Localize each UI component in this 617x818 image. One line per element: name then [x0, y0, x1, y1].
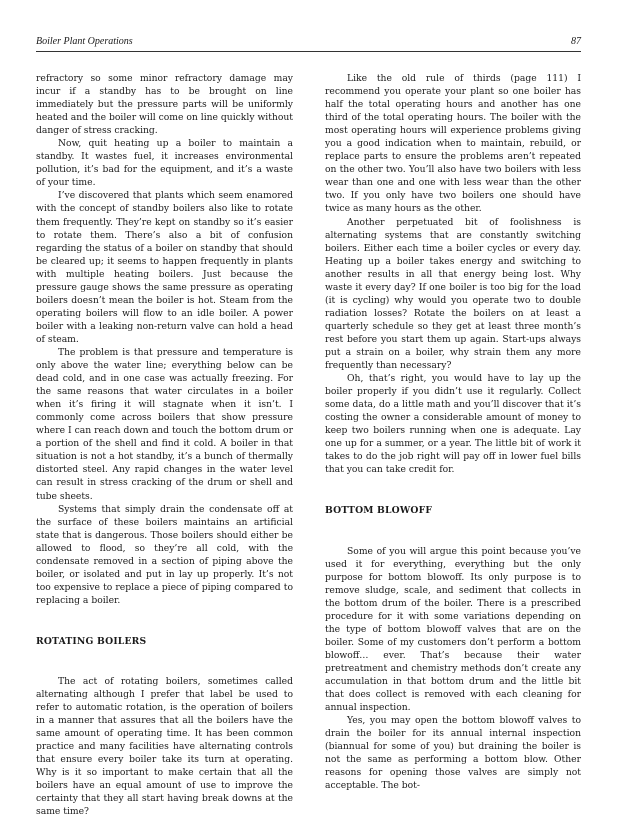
- paragraph: refractory so some minor refractory damage may incur if a standby has to be brought on line immediately but the pressure parts will be uniformly heated and the boiler will come on line quickly without danger of stress cracking.: [36, 73, 293, 137]
- paragraph: Another perpetuated bit of foolishness is alternating systems that are constantly switching boilers. Either each time a boiler cycles or every day. Heating up a boiler takes energy and switching to another results in all that energy being lost. Why waste it every day? If one boiler is too big for the load (it is cycling) why would you operate two to double radiation losses? Rotate the boilers on at least a quarterly schedule so they get at least three month’s rest before you start them up again. Start-ups always put a strain on a boiler, why strain them any more frequently than necessary?: [325, 216, 581, 372]
- section-heading-bottom-blowoff: BOTTOM BLOWOFF: [325, 505, 433, 517]
- running-header-title: Boiler Plant Operations: [36, 36, 133, 47]
- left-column: [36, 72, 293, 818]
- right-column: [325, 72, 581, 792]
- section-heading-rotating-boilers: ROTATING BOILERS: [36, 635, 147, 647]
- paragraph: The act of rotating boilers, sometimes called alternating although I prefer that label be used to refer to automatic rotation, is the operation of boilers in a manner that assures that all the boilers have the same amount of operating time. It has been common practice and many facilities have alternating controls that ensure every boiler take its turn at operating. Why is it so important to make certain that all the boilers have an equal amount of use to improve the certainty that they all start having break downs at the same time?: [36, 675, 293, 818]
- paragraph: Yes, you may open the bottom blowoff valves to drain the boiler for its annual internal inspection (biannual for some of you) but draining the boiler is not the same as performing a bottom blow. Other reasons for opening those valves are simply not acceptable. The bot-: [325, 715, 581, 792]
- paragraph: Now, quit heating up a boiler to maintain a standby. It wastes fuel, it increases environmental pollution, it’s bad for the equipment, and it’s a waste of your time.: [36, 138, 293, 189]
- page-number: 87: [571, 36, 581, 47]
- paragraph: Systems that simply drain the condensate off at the surface of these boilers maintains an artificial state that is dangerous. Those boilers should either be allowed to flood, so they’re all cold, with the condensate removed in a section of piping above the boiler, or isolated and put in lay up properly. It’s not too expensive to replace a piece of piping compared to replacing a boiler.: [36, 503, 293, 606]
- paragraph: Like the old rule of thirds (page 111) I recommend you operate your plant so one boiler has half the total operating hours and another has one third of the total operating hours. The boiler with the most operating hours will experience problems giving you a good indication when to maintain, rebuild, or replace parts to ensure the problems aren’t repeated on the other two. You’ll also have two boilers with less wear than one and one with less wear than the other two. If you only have two boilers one should have twice as many hours as the other.: [325, 73, 581, 215]
- paragraph: I’ve discovered that plants which seem enamored with the concept of standby boilers also like to rotate them frequently. They’re kept on standby so it’s easier to rotate them. There’s also a bit of confusion regarding the status of a boiler on standby that should be cleared up; it seems to happen frequently in plants with multiple heating boilers. Just because the pressure gauge shows the same pressure as operating boilers doesn’t mean the boiler is hot. Steam from the operating boilers will flow to an idle boiler. A power boiler with a leaking non-return valve can hold a head of steam.: [36, 190, 293, 345]
- paragraph: Oh, that’s right, you would have to lay up the boiler properly if you didn’t use it regularly. Collect some data, do a little math and you’ll discover that it’s costing the owner a considerable amount of money to keep two boilers running when one is adequate. Lay one up for a summer, or a year. The little bit of work it takes to do the job right will pay off in lower fuel bills that you can take credit for.: [325, 373, 581, 476]
- running-header: [36, 36, 581, 52]
- paragraph: Some of you will argue this point because you’ve used it for everything, everything but the only purpose for bottom blowoff. Its only purpose is to remove sludge, scale, and sediment that collects in the bottom drum of the boiler. There is a prescribed procedure for it with some variations depending on the type of bottom blowoff valves that are on the boiler. Some of my customers don’t perform a bottom blowoff… ever. That’s because their water pretreatment and chemistry methods don’t create any accumulation in that bottom drum and the little bit that does collect is removed with each cleaning for annual inspection.: [325, 545, 581, 714]
- paragraph: The problem is that pressure and temperature is only above the water line; everything below can be dead cold, and in one case was actually freezing. For the same reasons that water circulates in a boiler when it’s firing it will stagnate when it isn’t. I commonly come across boilers that show pressure where I can reach down and touch the bottom drum or a portion of the shell and find it cold. A boiler in that situation is not a hot standby, it’s a bunch of thermally distorted steel. Any rapid changes in the water level can result in stress cracking of the drum or shell and tube sheets.: [36, 346, 293, 502]
